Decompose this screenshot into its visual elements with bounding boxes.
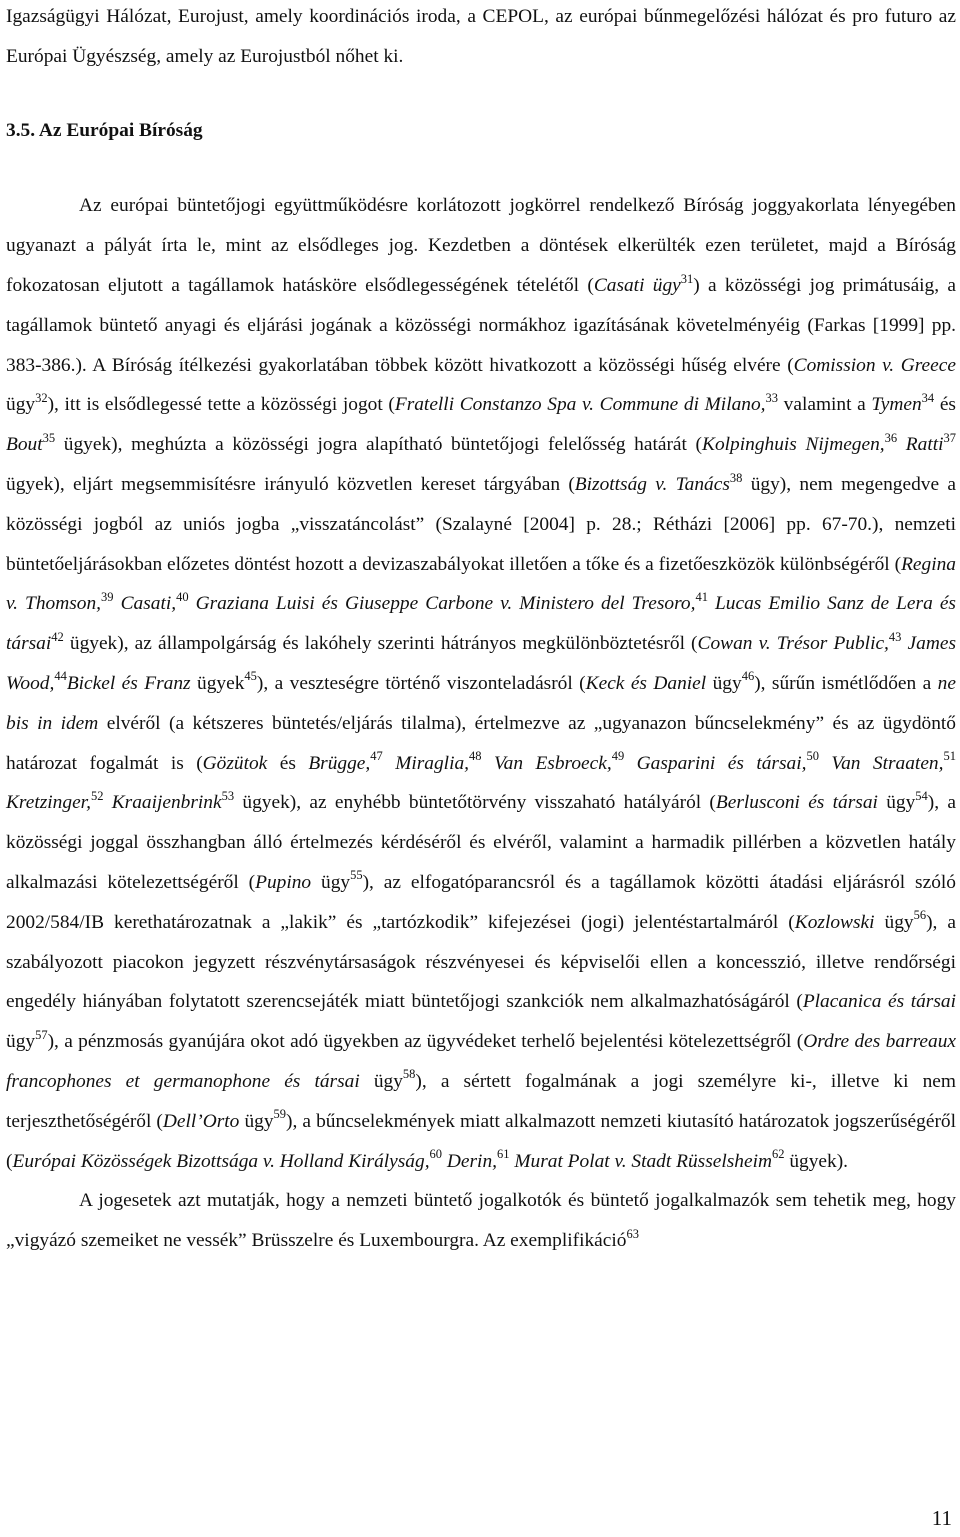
case-name: Kolpinghuis Nijmegen, (702, 434, 885, 456)
text-run: ), itt is elsődlegessé tette a közösségi jogot ( (47, 394, 395, 416)
text-run (897, 434, 906, 455)
text-run (819, 753, 831, 774)
text-run: ügy (877, 792, 916, 814)
footnote-ref[interactable]: 36 (884, 430, 898, 445)
case-name: Graziana Luisi és Giuseppe Carbone v. Ministero del Tresoro, (195, 593, 696, 615)
footnote-ref[interactable]: 44 (54, 669, 67, 684)
text-run: ügy (239, 1110, 274, 1132)
text-run: ) a közösségi jog primátusáig, a tagállamok büntető anyagi és eljárási jogának a közösségi normákhoz igazításának követelményéig (Farkas [1999] pp. 383-386.). A Bíróság ítélkezési gyakorlatában többek között hivatkozott a közösségi hűség elvére ( (6, 274, 956, 376)
page-number: 11 (931, 1506, 952, 1530)
case-name: Comission v. Greece (793, 354, 956, 376)
case-name: James Wood, (6, 633, 956, 694)
text-run: ), a sértett fogalmának a jogi személyre ki-, illetve ki nem terjeszthetőségéről ( (6, 1070, 956, 1132)
text-run: ), a bűncselekmények miatt alkalmazott nemzeti kiutasító határozatok jogszerűségéről ( (6, 1110, 956, 1172)
text-run: valamint a (778, 394, 872, 416)
text-run: ügyek). (784, 1150, 849, 1172)
case-name: Bizottság v. Tanács (574, 473, 730, 495)
footnote-ref[interactable]: 51 (943, 749, 956, 764)
footnote-ref[interactable]: 48 (469, 749, 482, 764)
intro-text: Igazságügyi Hálózat, Eurojust, amely koordinációs iroda, a CEPOL, az európai bűnmegelőzési hálózat és pro futuro az Európai Ügyészség, amely az Eurojustból nőhet ki. (6, 6, 956, 67)
text-run: ügy (6, 1031, 36, 1053)
footnote-ref[interactable]: 35 (42, 430, 56, 445)
section-heading: 3.5. Az Európai Bíróság (6, 119, 203, 141)
case-name: Pupino (255, 871, 312, 893)
footnote-ref[interactable]: 57 (35, 1027, 48, 1042)
case-name: Bickel és Franz (66, 672, 191, 694)
text-run: és (934, 394, 956, 416)
footnote-ref[interactable]: 47 (370, 749, 383, 764)
case-name: Kretzinger, (6, 792, 91, 814)
case-name: Keck és Daniel (585, 672, 707, 694)
case-name: Brügge, (308, 752, 371, 774)
case-name: Casati ügy (593, 274, 681, 296)
footnote-ref[interactable]: 45 (244, 669, 257, 684)
case-name: Európai Közösségek Bizottsága v. Holland Királyság, (12, 1150, 430, 1172)
case-name: Ratti (905, 434, 944, 456)
text-run: ), az elfogatóparancsról és a tagállamok közötti átadási eljárásról szóló 2002/584/IB kerethatározatnak a „lakik” és „tartózkodik” kifejezései (jogi) jelentéstartalmáról ( (6, 871, 956, 933)
text-run (624, 753, 636, 774)
case-name: Casati, (120, 593, 177, 615)
case-name: Lucas Emilio Sanz de Lera és társai (6, 593, 956, 655)
text-run: ), a szabályozott piacokon jegyzett részvénytársaságok részvényesei és képviselői ellen a koncesszió, illetve rendőrségi engedély hiányában folytatott szerencsejáték miatt büntetőjogi szankciók nem alkalmazhatóságáról ( (6, 911, 956, 1013)
text-run (708, 593, 715, 614)
footnote-ref[interactable]: 41 (695, 589, 708, 604)
text-run: ), sűrűn ismétlődően a (754, 672, 938, 694)
footnote-ref[interactable]: 56 (913, 908, 927, 923)
text-run: ), a veszteségre történő viszonteladásról ( (256, 672, 586, 694)
text-run: ügy (6, 394, 36, 416)
case-name: Cowan v. Trésor Public, (697, 633, 889, 655)
text-run (103, 792, 111, 813)
latin-term: ne bis in idem (6, 672, 956, 734)
case-name: Placanica és társai (802, 991, 956, 1013)
footnote-ref[interactable]: 46 (741, 669, 755, 684)
text-run: elvéről (a kétszeres büntetés/eljárás tilalma), értelmezve az „ugyanazon bűncselekmény” és az ügydöntő határozat fogalmát is ( (6, 712, 956, 774)
footnote-ref[interactable]: 53 (221, 788, 235, 803)
text-run: A jogesetek azt mutatják, hogy a nemzeti büntető jogalkotók és büntető jogalkalmazók sem tehetik meg, hogy „vigyázó szemeiket ne vessék” Brüsszelre és Luxembourgra. Az exemplifikáció (6, 1190, 956, 1252)
intro-paragraph (6, 0, 956, 77)
footnote-ref[interactable]: 42 (51, 629, 64, 644)
footnote-ref[interactable]: 54 (915, 788, 928, 803)
case-name: Kozlowski (794, 911, 875, 933)
text-run: ), a pénzmosás gyanújára okot adó ügyekben az ügyvédeket terhelő bejelentési kötelezettségről ( (47, 1031, 804, 1053)
footnote-ref[interactable]: 59 (273, 1107, 287, 1122)
footnote-ref[interactable]: 37 (943, 430, 956, 445)
text-run: ügyek), eljárt megsemmisítésre irányuló közvetlen kereset tárgyában ( (6, 473, 575, 495)
text-run: ügy (359, 1070, 403, 1092)
footnote-ref[interactable]: 61 (497, 1147, 510, 1162)
text-run: ügyek), az állampolgárság és lakóhely szerinti hátrányos megkülönböztetésről ( (63, 633, 698, 655)
case-name: Kraaijenbrink (111, 792, 222, 814)
case-name: Murat Polat v. Stadt Rüsselsheim (514, 1150, 772, 1172)
case-name: Gözütok (202, 752, 268, 774)
text-run: ügyek (190, 672, 245, 694)
text-run: ügy (874, 911, 914, 933)
footnote-ref[interactable]: 34 (921, 390, 935, 405)
case-name: Ordre des barreaux francophones et germanophone és társai (6, 1031, 957, 1092)
footnote-ref[interactable]: 31 (680, 271, 694, 286)
footnote-ref[interactable]: 50 (806, 749, 819, 764)
footnote-ref[interactable]: 55 (350, 868, 363, 883)
case-name: Miraglia, (395, 752, 469, 774)
text-run: és (267, 752, 309, 774)
text-run: ügy (311, 871, 351, 893)
text-run (189, 593, 196, 614)
text-run (114, 593, 121, 614)
case-name: Bout (6, 434, 43, 456)
footnote-ref[interactable]: 33 (765, 390, 779, 405)
footnote-ref[interactable]: 49 (611, 749, 625, 764)
footnote-ref[interactable]: 39 (101, 589, 114, 604)
footnote-ref[interactable]: 58 (402, 1067, 416, 1082)
body-paragraph-1 (6, 186, 956, 1181)
text-run: Az európai büntetőjogi együttműködésre korlátozott jogkörrel rendelkező Bíróság joggyakorlata lényegében ugyanazt a pályát írta le, mint az elsődleges jog. Kezdetben a döntések elkerülték ezen területet, majd a Bíróság fokozatosan eljutott a tagállamok hatásköre elsődlegességének tételétől ( (6, 195, 956, 296)
footnote-ref[interactable]: 52 (90, 788, 104, 803)
text-run: ), a közösségi joggal összhangban álló értelmezés kérdéséről és elvéről, valamint a harmadik pillérben a közvetlen hatály alkalmazási kötelezettségéről ( (6, 792, 956, 893)
text-run: ügyek), az enyhébb büntetőtörvény visszaható hatályáról ( (234, 792, 716, 814)
text-run: ügy (706, 672, 742, 694)
case-name: Gasparini és társai, (636, 752, 807, 774)
case-name: Tymen (871, 394, 922, 416)
case-name: Van Esbroeck, (493, 752, 612, 774)
footnote-ref[interactable]: 63 (626, 1226, 639, 1241)
footnote-ref[interactable]: 43 (888, 629, 902, 644)
text-run (482, 753, 494, 774)
text-run: ügy), nem megengedve a közösségi jogból az uniós jogba „visszatáncolást” (Szalayné [2004] p. 28.; Rétházi [2006] pp. 67-70.), nemzeti büntetőeljárásokban előzetes döntést hozott a devizaszabályokat illetően a tőke és a fizetőeszközök különbségéről ( (6, 473, 956, 575)
document-page (6, 0, 956, 1261)
text-run: ügyek), meghúzta a közösségi jogra alapítható büntetőjogi felelősség határát ( (55, 434, 703, 456)
case-name: Berlusconi és társai (715, 792, 878, 814)
case-name: Fratelli Constanzo Spa v. Commune di Milano, (394, 394, 766, 416)
case-name: Derin, (446, 1150, 497, 1172)
footnote-ref[interactable]: 62 (771, 1147, 785, 1162)
footnote-ref[interactable]: 32 (35, 390, 48, 405)
footnote-ref[interactable]: 38 (729, 470, 743, 485)
case-name: Dell’Orto (162, 1110, 240, 1132)
body-paragraph-2 (6, 1181, 956, 1261)
footnote-ref[interactable]: 60 (429, 1147, 443, 1162)
case-name: Van Straaten, (831, 752, 944, 774)
text-run (383, 753, 395, 774)
footnote-ref[interactable]: 40 (176, 589, 189, 604)
case-name: Regina v. Thomson, (6, 553, 956, 615)
